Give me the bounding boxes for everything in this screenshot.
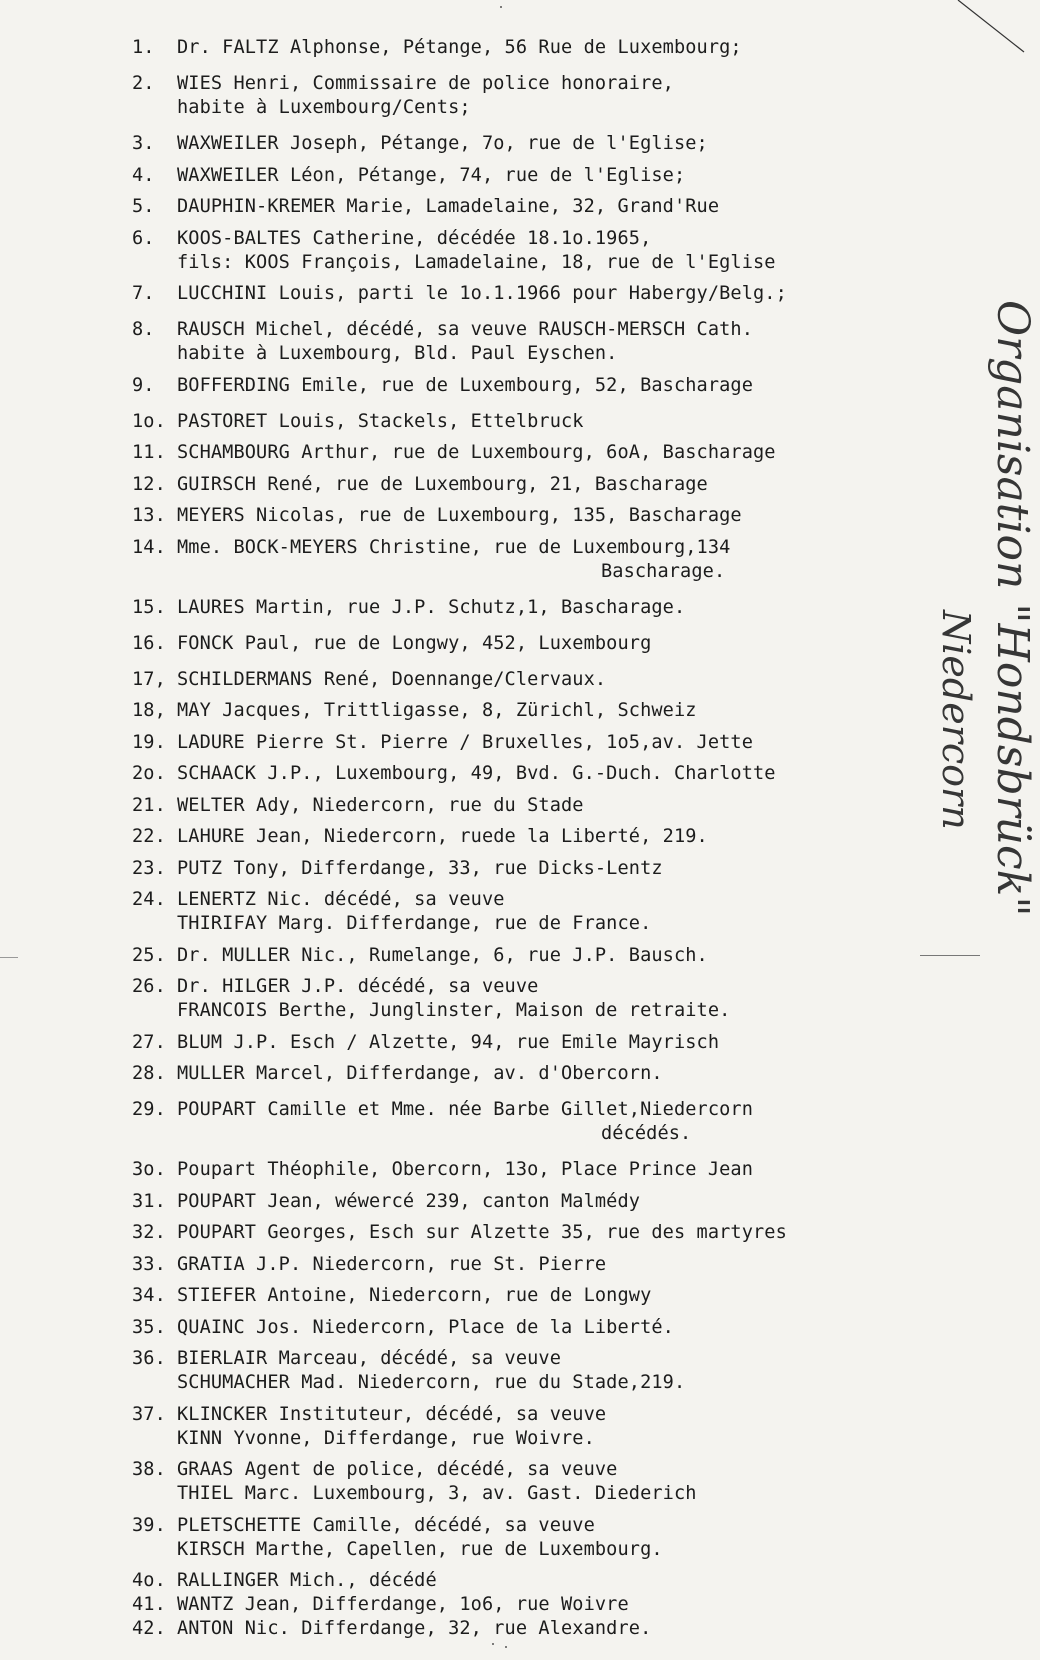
list-item [132, 596, 892, 620]
item-text [177, 1617, 892, 1641]
list-item [132, 536, 892, 584]
item-line: habite à Luxembourg/Cents; [177, 97, 471, 118]
name-list [132, 36, 892, 1641]
list-item [132, 975, 892, 1023]
list-item [132, 825, 892, 849]
item-number: 32. [132, 1222, 166, 1243]
list-item [132, 632, 892, 656]
item-text [177, 195, 892, 219]
margin-note-line2: Niedercorn [934, 610, 978, 830]
item-text [177, 1062, 892, 1086]
item-text [177, 72, 892, 120]
list-item [132, 72, 892, 120]
paper-speck [500, 6, 502, 8]
item-text [177, 1514, 892, 1562]
item-number: 11. [132, 442, 166, 463]
item-line: KLINCKER Instituteur, décédé, sa veuve [177, 1403, 607, 1425]
item-text [177, 1284, 892, 1308]
item-line: KIRSCH Marthe, Capellen, rue de Luxembourg. [177, 1538, 663, 1560]
item-text [177, 227, 892, 275]
item-line: DAUPHIN-KREMER Marie, Lamadelaine, 32, Grand'Rue [177, 196, 720, 217]
item-line: BOFFERDING Emile, rue de Luxembourg, 52, Bascharage [177, 374, 754, 396]
item-text [177, 164, 892, 188]
item-text [177, 410, 892, 434]
handwritten-margin-note [930, 300, 1040, 917]
item-text [177, 888, 892, 936]
list-item [132, 1284, 892, 1308]
item-number: 17, [132, 668, 166, 690]
item-number: 21. [132, 794, 166, 816]
item-number: 6. [132, 227, 155, 249]
item-line: RALLINGER Mich., décédé [177, 1570, 437, 1591]
list-item [132, 36, 892, 60]
item-text [177, 1098, 892, 1146]
list-item [132, 318, 892, 366]
item-text [177, 374, 892, 398]
item-line: POUPART Georges, Esch sur Alzette 35, rue des martyres [177, 1222, 787, 1243]
list-item [132, 164, 892, 188]
item-line: SCHUMACHER Mad. Niedercorn, rue du Stade,219. [177, 1372, 686, 1393]
item-text [177, 975, 892, 1023]
list-item [132, 410, 892, 434]
item-text [177, 1031, 892, 1055]
item-text [177, 1253, 892, 1277]
item-number: 14. [132, 536, 166, 558]
item-text [177, 132, 892, 156]
item-number: 4. [132, 164, 155, 186]
item-text [177, 1593, 892, 1617]
item-text [177, 1458, 892, 1506]
item-line: WELTER Ady, Niedercorn, rue du Stade [177, 794, 584, 816]
fold-mark-right [920, 955, 980, 956]
item-line: WAXWEILER Joseph, Pétange, 7o, rue de l'Eglise; [177, 133, 708, 154]
item-line: MEYERS Nicolas, rue de Luxembourg, 135, Bascharage [177, 505, 742, 526]
item-line: SCHILDERMANS René, Doennange/Clervaux. [177, 668, 607, 690]
list-item [132, 1253, 892, 1277]
item-number: 19. [132, 731, 166, 753]
item-number: 18, [132, 700, 166, 721]
item-text [177, 1158, 892, 1182]
item-line: ANTON Nic. Differdange, 32, rue Alexandre. [177, 1618, 652, 1639]
list-item [132, 1617, 892, 1641]
item-text [177, 944, 892, 968]
item-number: 16. [132, 632, 166, 654]
item-number: 25. [132, 944, 166, 966]
item-number: 39. [132, 1514, 166, 1536]
item-number: 2o. [132, 763, 166, 784]
item-line: Poupart Théophile, Obercorn, 13o, Place Prince Jean [177, 1159, 754, 1180]
item-line: THIRIFAY Marg. Differdange, rue de France. [177, 913, 652, 934]
item-text [177, 1347, 892, 1395]
item-line: MULLER Marcel, Differdange, av. d'Obercorn. [177, 1063, 663, 1084]
item-line: WAXWEILER Léon, Pétange, 74, rue de l'Eglise; [177, 164, 686, 186]
list-item [132, 1158, 892, 1182]
item-line: Dr. FALTZ Alphonse, Pétange, 56 Rue de Luxembourg; [177, 37, 742, 58]
item-number: 15. [132, 596, 166, 618]
item-line: FONCK Paul, rue de Longwy, 452, Luxembourg [177, 632, 652, 654]
list-item [132, 1458, 892, 1506]
item-line: KINN Yvonne, Differdange, rue Woivre. [177, 1427, 595, 1449]
item-text [177, 473, 892, 497]
item-line: FRANCOIS Berthe, Junglinster, Maison de retraite. [177, 1000, 731, 1021]
item-line: LENERTZ Nic. décédé, sa veuve [177, 889, 505, 910]
list-item [132, 888, 892, 936]
item-number: 33. [132, 1253, 166, 1275]
list-item [132, 1031, 892, 1055]
item-number: 41. [132, 1594, 166, 1615]
item-number: 28. [132, 1063, 166, 1084]
item-line: GRATIA J.P. Niedercorn, rue St. Pierre [177, 1253, 607, 1275]
margin-note-line1: Organisation "Hondsbrück" [987, 300, 1038, 917]
item-line: POUPART Jean, wéwercé 239, canton Malmédy [177, 1190, 641, 1212]
item-text [177, 1569, 892, 1593]
item-text [177, 596, 892, 620]
item-text [177, 668, 892, 692]
item-line: STIEFER Antoine, Niedercorn, rue de Longwy [177, 1285, 652, 1306]
item-line: RAUSCH Michel, décédé, sa veuve RAUSCH-MERSCH Cath. [177, 319, 754, 340]
list-item [132, 504, 892, 528]
item-number: 34. [132, 1285, 166, 1306]
item-line-continuation: Bascharage. [601, 560, 726, 582]
item-line: PASTORET Louis, Stackels, Ettelbruck [177, 410, 584, 432]
item-text [177, 1221, 892, 1245]
list-item [132, 944, 892, 968]
list-item [132, 1569, 892, 1593]
item-line: WANTZ Jean, Differdange, 1o6, rue Woivre [177, 1594, 629, 1615]
list-item [132, 731, 892, 755]
list-item [132, 1221, 892, 1245]
fold-mark-left [0, 957, 18, 958]
list-item [132, 668, 892, 692]
list-item [132, 1593, 892, 1617]
item-text [177, 731, 892, 755]
item-text [177, 1403, 892, 1451]
item-text [177, 504, 892, 528]
item-number: 36. [132, 1348, 166, 1369]
list-item [132, 441, 892, 465]
list-item [132, 1190, 892, 1214]
item-line: QUAINC Jos. Niedercorn, Place de la Liberté. [177, 1316, 674, 1338]
item-text [177, 536, 892, 584]
item-number: 23. [132, 857, 166, 879]
item-line: PUTZ Tony, Differdange, 33, rue Dicks-Lentz [177, 857, 663, 879]
item-line: Dr. MULLER Nic., Rumelange, 6, rue J.P. Bausch. [177, 944, 708, 966]
item-line: GUIRSCH René, rue de Luxembourg, 21, Bascharage [177, 473, 708, 495]
item-line: GRAAS Agent de police, décédé, sa veuve [177, 1459, 618, 1480]
item-number: 3. [132, 133, 155, 154]
item-line: LADURE Pierre St. Pierre / Bruxelles, 1o5,av. Jette [177, 731, 754, 753]
item-line: POUPART Camille et Mme. née Barbe Gillet,Niedercorn [177, 1099, 754, 1120]
item-number: 24. [132, 889, 166, 910]
list-item [132, 794, 892, 818]
item-line-continuation: décédés. [601, 1123, 692, 1144]
item-number: 37. [132, 1403, 166, 1425]
item-number: 5. [132, 196, 155, 217]
item-line: SCHAMBOURG Arthur, rue de Luxembourg, 6oA, Bascharage [177, 442, 776, 463]
list-item [132, 374, 892, 398]
item-number: 29. [132, 1099, 166, 1120]
item-number: 4o. [132, 1570, 166, 1591]
item-number: 35. [132, 1316, 166, 1338]
item-line: Mme. BOCK-MEYERS Christine, rue de Luxembourg,134 [177, 536, 731, 558]
item-line: THIEL Marc. Luxembourg, 3, av. Gast. Diederich [177, 1483, 697, 1504]
list-item [132, 473, 892, 497]
list-item [132, 762, 892, 786]
list-item [132, 1098, 892, 1146]
item-number: 12. [132, 473, 166, 495]
item-line: KOOS-BALTES Catherine, décédée 18.1o.1965, [177, 227, 652, 249]
list-item [132, 699, 892, 723]
list-item [132, 1347, 892, 1395]
item-line: LAHURE Jean, Niedercorn, ruede la Liberté, 219. [177, 826, 708, 847]
item-line: LAURES Martin, rue J.P. Schutz,1, Bascharage. [177, 596, 686, 618]
list-item [132, 1403, 892, 1451]
list-item [132, 132, 892, 156]
item-text [177, 318, 892, 366]
item-number: 1o. [132, 410, 166, 432]
item-text [177, 699, 892, 723]
item-number: 2. [132, 73, 155, 94]
list-item [132, 227, 892, 275]
item-number: 7. [132, 283, 155, 304]
paper-speck [505, 1646, 507, 1648]
item-line: Dr. HILGER J.P. décédé, sa veuve [177, 976, 539, 997]
item-line: LUCCHINI Louis, parti le 1o.1.1966 pour Habergy/Belg.; [177, 283, 787, 304]
item-text [177, 441, 892, 465]
item-line: fils: KOOS François, Lamadelaine, 18, rue de l'Eglise [177, 251, 776, 273]
item-number: 8. [132, 319, 155, 340]
item-text [177, 825, 892, 849]
item-line: BIERLAIR Marceau, décédé, sa veuve [177, 1348, 562, 1369]
item-text [177, 762, 892, 786]
list-item [132, 857, 892, 881]
item-number: 22. [132, 826, 166, 847]
item-text [177, 1190, 892, 1214]
item-number: 31. [132, 1190, 166, 1212]
item-line: WIES Henri, Commissaire de police honoraire, [177, 73, 674, 94]
list-item [132, 195, 892, 219]
item-line: MAY Jacques, Trittligasse, 8, Zürichl, Schweiz [177, 700, 697, 721]
item-text [177, 36, 892, 60]
list-item [132, 1316, 892, 1340]
item-number: 13. [132, 505, 166, 526]
item-text [177, 857, 892, 881]
item-line: PLETSCHETTE Camille, décédé, sa veuve [177, 1514, 595, 1536]
paper-speck [492, 1643, 494, 1645]
item-number: 27. [132, 1031, 166, 1053]
list-item [132, 1062, 892, 1086]
item-text [177, 1316, 892, 1340]
item-number: 26. [132, 976, 166, 997]
item-number: 38. [132, 1459, 166, 1480]
item-text [177, 282, 892, 306]
item-number: 3o. [132, 1159, 166, 1180]
item-number: 9. [132, 374, 155, 396]
item-line: SCHAACK J.P., Luxembourg, 49, Bvd. G.-Duch. Charlotte [177, 763, 776, 784]
item-line: habite à Luxembourg, Bld. Paul Eyschen. [177, 343, 618, 364]
item-number: 1. [132, 37, 155, 58]
item-number: 42. [132, 1618, 166, 1639]
list-item [132, 1514, 892, 1562]
item-text [177, 632, 892, 656]
item-text [177, 794, 892, 818]
list-item [132, 282, 892, 306]
item-line: BLUM J.P. Esch / Alzette, 94, rue Emile Mayrisch [177, 1031, 720, 1053]
